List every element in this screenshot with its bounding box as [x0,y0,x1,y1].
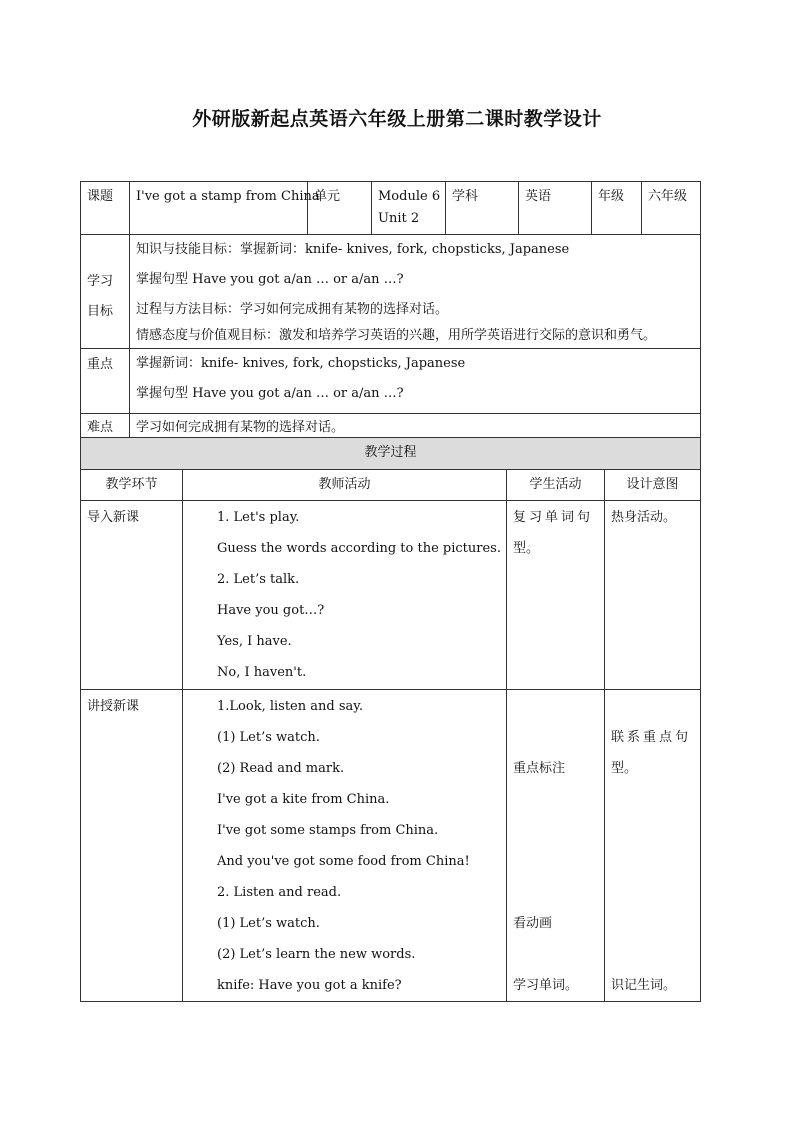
activity-line: (2) Read and mark. [217,761,345,776]
key-line: 掌握新词：knife- knives, fork, chopsticks, Japanese [136,356,466,371]
process-header-row [81,438,701,470]
process-header: 教学过程 [81,438,701,470]
activity-line: knife: Have you got a knife? [217,978,402,993]
column-header-teacher: 教师活动 [183,470,507,501]
activity-line: I've got some stamps from China. [217,823,439,838]
difficult-value: 学习如何完成拥有某物的选择对话。 [130,414,701,442]
teacher-activity-cell [183,501,507,690]
key-line: 掌握句型 Have you got a/an … or a/an …? [136,386,404,401]
activity-line: Have you got…? [217,603,325,618]
grade-value: 六年级 [642,182,701,235]
table-row [81,690,701,1002]
info-row-topic [81,182,701,235]
table-row [81,501,701,690]
activity-line: 2. Let’s talk. [217,572,300,587]
info-row-key-points [81,349,701,414]
unit-value-module: Module 6 [378,189,441,204]
teaching-process-table [80,437,701,1002]
activity-line: I've got a kite from China. [217,792,390,807]
subject-value: 英语 [519,182,592,235]
activity-line: Guess the words according to the pictures. [217,541,501,556]
activity-line: 2. Listen and read. [217,885,342,900]
goal-line: 过程与方法目标：学习如何完成拥有某物的选择对话。 [136,302,449,317]
goal-line: 知识与技能目标：掌握新词：knife- knives, fork, chopsticks, Japanese [136,242,570,257]
goal-line: 情感态度与价值观目标：激发和培养学习英语的兴趣，用所学英语进行交际的意识和勇气。 [136,328,657,343]
unit-value-unit: Unit 2 [378,211,420,226]
difficult-label: 难点 [81,414,130,442]
activity-line: (1) Let’s watch. [217,730,320,745]
activity-line: (1) Let’s watch. [217,916,320,931]
column-header-student: 学生活动 [507,470,605,501]
activity-line: No, I haven't. [217,665,307,680]
purpose-cell: 联系重点句 型。 识记生词。 [605,690,701,1002]
process-column-row [81,470,701,501]
info-row-goals [81,235,701,349]
goals-label: 学习 目标 [81,235,130,349]
stage-cell: 导入新课 [81,501,183,690]
activity-line: 1.Look, listen and say. [217,699,363,714]
document-title: 外研版新起点英语六年级上册第二课时教学设计 [192,108,602,130]
teacher-activity-cell [183,690,507,1002]
subject-label: 学科 [446,182,519,235]
key-content [130,349,701,414]
purpose-cell: 热身活动。 [605,501,701,690]
unit-label: 单元 [308,182,372,235]
column-header-purpose: 设计意图 [605,470,701,501]
column-header-stage: 教学环节 [81,470,183,501]
stage-cell: 讲授新课 [81,690,183,1002]
course-info-table [80,181,701,442]
goal-line: 掌握句型 Have you got a/an … or a/an …? [136,272,404,287]
student-activity-cell: 复习单词句 型。 [507,501,605,690]
student-activity-cell: 重点标注 看动画 学习单词。 [507,690,605,1002]
topic-value: I've got a stamp from China [130,182,308,235]
grade-label: 年级 [592,182,642,235]
activity-line: Yes, I have. [217,634,292,649]
unit-value [372,182,446,235]
goals-content [130,235,701,349]
key-label: 重点 [81,349,130,414]
activity-line: 1. Let's play. [217,510,300,525]
activity-line: And you've got some food from China! [217,854,470,869]
topic-label: 课题 [81,182,130,235]
activity-line: (2) Let’s learn the new words. [217,947,416,962]
